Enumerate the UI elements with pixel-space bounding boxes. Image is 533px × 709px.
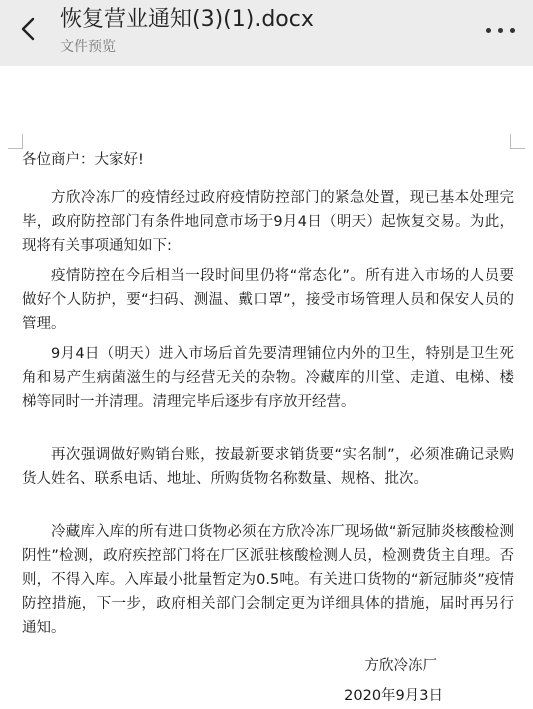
paragraph-5: 冷藏库入库的所有进口货物必须在方欣冷冻厂现场做“新冠肺炎核酸检测阴性”检测，政府疾控部门将在厂区派驻核酸检测人员，检测费货主自理。否则，不得入库。入库最小批量暂定为0.5吨。有关进口货物的“新冠肺炎”疫情防控措施，下一步，政府相关部门会制定更为详细具体的措施，届时再另行通知。 — [22, 524, 514, 636]
greeting-line: 各位商户：大家好! — [22, 152, 144, 168]
chevron-left-icon — [12, 12, 46, 46]
document-date: 2020年9月3日 — [344, 688, 443, 704]
paragraph-4: 再次强调做好购销台账，按最新要求销货要“实名制”，必须准确记录购货人姓名、联系电话、地址、所购货物名称数量、规格、批次。 — [22, 447, 514, 487]
margin-marker-left — [8, 134, 23, 149]
back-button[interactable] — [12, 12, 46, 46]
margin-marker-right — [510, 134, 525, 149]
file-subtitle: 文件预览 — [60, 39, 116, 55]
top-bar — [0, 0, 533, 66]
more-dots-icon — [486, 28, 491, 33]
paragraph-2: 疫情防控在今后相当一段时间里仍将“常态化”。所有进入市场的人员要做好个人防护，要“扫码、测温、戴口罩”，接受市场管理人员和保安人员的管理。 — [22, 268, 514, 332]
file-title: 恢复营业通知(3)(1).docx — [60, 7, 314, 32]
paragraph-3: 9月4日（明天）进入市场后首先要清理铺位内外的卫生，特别是卫生死角和易产生病菌滋生的与经营无关的杂物。冷藏库的川堂、走道、电梯、楼梯等同时一并清理。清理完毕后逐步有序放开经营。 — [22, 346, 514, 410]
signature: 方欣冷冻厂 — [364, 658, 437, 674]
more-button[interactable] — [483, 18, 519, 42]
paragraph-1: 方欣冷冻厂的疫情经过政府疫情防控部门的紧急处置，现已基本处理完毕，政府防控部门有条件地同意市场于9月4日（明天）起恢复交易。为此，现将有关事项通知如下: — [22, 190, 514, 254]
